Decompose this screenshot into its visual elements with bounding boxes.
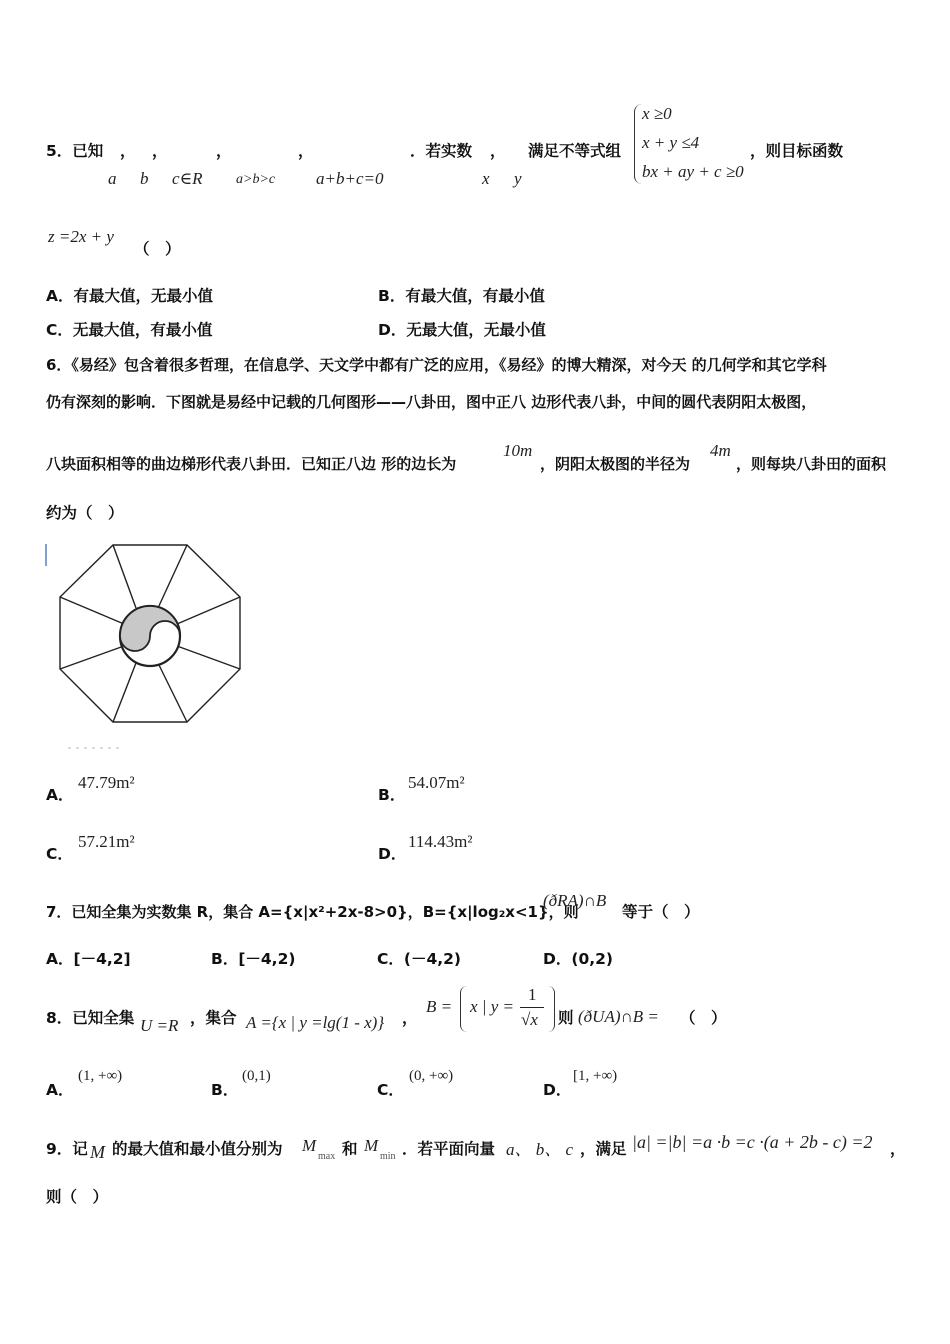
q5-option-d: D．无最大值，无最小值 xyxy=(378,321,546,339)
q9-vecs: a、 b、 c xyxy=(506,1140,574,1159)
bagua-figure xyxy=(44,540,264,752)
q5-ineq-2: x + y ≤4 xyxy=(642,133,700,152)
q6-option-b-label: B． xyxy=(378,786,406,804)
q6-line3b: ，阴阳太极图的半径为 xyxy=(540,455,691,473)
q8-text1: 8．已知全集 xyxy=(46,1009,135,1027)
q6-radius: 4m xyxy=(710,441,731,460)
q7-option-c: C．(－4,2) xyxy=(377,950,462,968)
q8-option-a-label: A． xyxy=(46,1081,74,1099)
q8-text2: ，集合 xyxy=(190,1009,237,1027)
q5-ineq-1: x ≥0 xyxy=(642,104,672,123)
q6-line3c: ，则每块八卦田的面积 xyxy=(736,455,887,473)
q6-line4: 约为（ ） xyxy=(46,504,124,522)
q8-paren: （ ） xyxy=(680,1009,727,1027)
taiji-symbol xyxy=(120,606,180,666)
q8-universal: U =R xyxy=(140,1016,179,1035)
q5-option-a: A．有最大值，无最小值 xyxy=(46,287,213,305)
q5-var-y: y xyxy=(514,169,522,188)
setB-left-brace xyxy=(460,986,467,1032)
setB-right-brace xyxy=(548,986,555,1032)
q5-text-suffix: ，则目标函数 xyxy=(750,142,844,160)
q7-option-d: D．(0,2) xyxy=(543,950,613,968)
q5-option-b: B．有最大值，有最小值 xyxy=(378,287,545,305)
q5-var-x: x xyxy=(482,169,490,188)
q9-t4: ．若平面向量 xyxy=(402,1140,496,1158)
fraction-bar xyxy=(520,1007,544,1008)
q5-cond2: a+b+c=0 xyxy=(316,169,384,188)
q9-max-sub: max xyxy=(318,1151,336,1162)
q5-comma: ， xyxy=(216,142,232,160)
q6-option-a-value: 47.79m² xyxy=(78,773,135,792)
q5-var-a: a xyxy=(108,169,117,188)
q7-suffix: 等于（ ） xyxy=(622,903,700,921)
q7-text: 7．已知全集为实数集 R，集合 A={x|x²+2x-8>0}，B={x|log₂x<1}，则 xyxy=(46,903,579,921)
q8-frac-den: √x xyxy=(521,1010,538,1029)
q6-option-c-value: 57.21m² xyxy=(78,832,135,851)
q6-line1: 6．《易经》包含着很多哲理，在信息学、天文学中都有广泛的应用，《易经》的博大精深，对今天 的几何学和其它学科 xyxy=(46,356,827,374)
q5-text-prefix: 5．已知 xyxy=(46,142,104,160)
q9-cond: |a| =|b| =a ·b =c ·(a + 2b - c) =2 xyxy=(632,1132,873,1152)
q8-comma: ， xyxy=(402,1009,418,1027)
q5-option-c: C．无最大值，有最小值 xyxy=(46,321,213,339)
q5-comma2: ， xyxy=(490,142,506,160)
q9-min-sub: min xyxy=(380,1151,396,1162)
q8-setB-left: B = xyxy=(426,997,453,1016)
q8-option-c-value: (0, +∞) xyxy=(409,1068,454,1084)
q8-option-b-label: B． xyxy=(211,1081,239,1099)
q6-line3a: 八块面积相等的曲边梯形代表八卦田．已知正八边 形的边长为 xyxy=(46,455,457,473)
q5-cond1: a>b>c xyxy=(236,172,276,187)
q8-frac-num: 1 xyxy=(528,985,537,1004)
q7-option-b: B．[－4,2) xyxy=(211,950,296,968)
q5-comma: ， xyxy=(120,142,136,160)
q8-option-a-value: (1, +∞) xyxy=(78,1068,123,1084)
q9-t5: ，满足 xyxy=(580,1140,627,1158)
q8-text3: 则 xyxy=(558,1009,574,1027)
q5-var-c: c∈R xyxy=(172,169,203,188)
q7-expr: (ðRA)∩B xyxy=(543,891,607,910)
q9-Mmax: M xyxy=(302,1136,317,1155)
q6-option-c-label: C． xyxy=(46,845,73,863)
q9-t2: 的最大值和最小值分别为 xyxy=(112,1140,283,1158)
q5-var-b: b xyxy=(140,169,149,188)
q5-paren: （ ） xyxy=(134,240,181,258)
q9-t1: 9．记 xyxy=(46,1140,88,1158)
q8-setB-inner: x | y = xyxy=(470,997,514,1016)
q5-target: z =2x + y xyxy=(48,227,114,246)
q5-text-mid: ．若实数 xyxy=(410,142,473,160)
q8-setA: A ={x | y =lg(1 - x)} xyxy=(246,1013,385,1032)
q8-option-c-label: C． xyxy=(377,1081,404,1099)
q7-option-a: A．[－4,2] xyxy=(46,950,131,968)
q6-option-b-value: 54.07m² xyxy=(408,773,465,792)
q5-comma: ， xyxy=(298,142,314,160)
q5-comma: ， xyxy=(152,142,168,160)
q8-expr: (ðUA)∩B = xyxy=(578,1007,659,1026)
q8-option-d-value: [1, +∞) xyxy=(573,1068,618,1084)
q9-t3: 和 xyxy=(342,1140,358,1158)
q5-text-mid2: 满足不等式组 xyxy=(528,142,622,160)
q8-option-b-value: (0,1) xyxy=(242,1068,271,1084)
q5-ineq-3: bx + ay + c ≥0 xyxy=(642,162,744,181)
q8-option-d-label: D． xyxy=(543,1081,572,1099)
q9-Mmin: M xyxy=(364,1136,379,1155)
q6-side: 10m xyxy=(503,441,533,460)
q9-M: M xyxy=(90,1142,105,1162)
q9-t6: ， xyxy=(890,1140,906,1158)
q9-line2: 则（ ） xyxy=(46,1188,109,1206)
q6-line2: 仍有深刻的影响．下图就是易经中记载的几何图形——八卦田，图中正八 边形代表八卦，中间的圆代表阴阳太极图， xyxy=(46,393,817,411)
q6-option-d-label: D． xyxy=(378,845,407,863)
q6-option-a-label: A． xyxy=(46,786,74,804)
q6-option-d-value: 114.43m² xyxy=(408,832,473,851)
